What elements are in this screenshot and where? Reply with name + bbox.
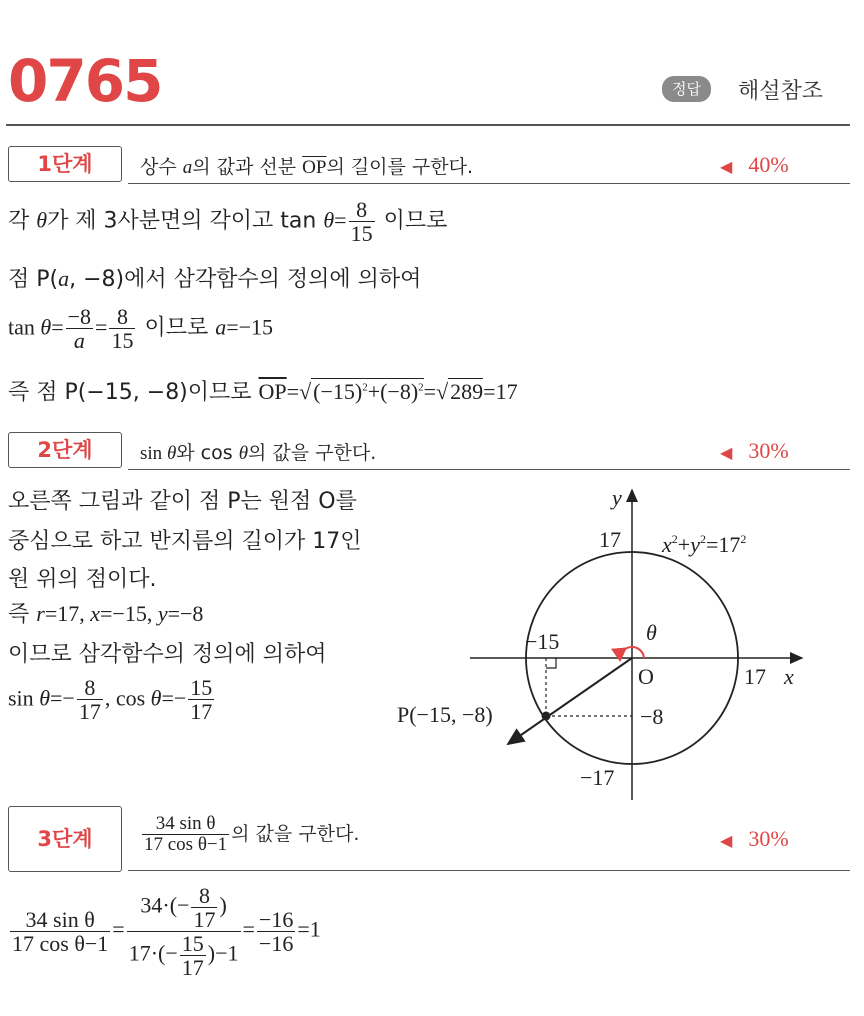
step2-line5: 이므로 삼각함수의 정의에 의하여 bbox=[8, 642, 327, 667]
origin-label: O bbox=[638, 664, 654, 689]
step1-label: 1단계 bbox=[8, 146, 122, 182]
step1-line4: 즉 점 P(−15, −8)이므로 $\overline{OP}=√(-15)^2+(-8)^2=√289=17$ bbox=[8, 379, 518, 405]
header-rule bbox=[6, 124, 850, 126]
fraction: $\frac{\text{34 sin θ}}{\text{17 cos θ−1}}$ bbox=[12, 907, 109, 957]
label-neg8: −8 bbox=[640, 704, 664, 729]
step1-line1: 각 θ가 제 3사분면의 각이고 tan θ= $\frac{8}{15}$ 이므로 bbox=[8, 197, 448, 247]
fraction: 34·(− $\frac{8}{17}$ ) 17·(− $\frac{15}{17}$ )−1 bbox=[128, 883, 239, 981]
problem-number: 0765 bbox=[8, 47, 162, 115]
point-p bbox=[542, 712, 551, 721]
step3-title: $\frac{\text{34 sin θ}}{\text{17 cos θ−1}}$ 의 값을 구한다. bbox=[144, 813, 360, 855]
step3-underline bbox=[128, 870, 850, 871]
point-p-label: P(−15, −8) bbox=[397, 702, 493, 727]
fraction: $\frac{8}{15}$ bbox=[350, 197, 373, 247]
theta-label: θ bbox=[646, 620, 657, 645]
answer-reference: 해설참조 bbox=[738, 79, 824, 104]
step3-equation: $\frac{\text{34 sin θ}}{\text{17 cos θ−1}}$ = 34·(− $\frac{8}{17}$ ) 17·(− $\frac{15}{17}$ )−1 = $\frac{-16}{-16}$ =1 bbox=[12, 883, 321, 981]
step2-label: 2단계 bbox=[8, 432, 122, 468]
fraction: $\frac{\text{34 sin θ}}{\text{17 cos θ−1}}$ bbox=[144, 813, 228, 855]
axis-label-y: y bbox=[612, 485, 622, 510]
step2-percent: ◀ 30% bbox=[720, 438, 789, 463]
step1-title: 상수 a의 값과 선분 $\overline{OP}$의 길이를 구한다. bbox=[140, 156, 474, 178]
step2-line6: sin θ=− $\frac{8}{17}$ , cos θ=− $\frac{15}{17}$ bbox=[8, 675, 213, 725]
unit-circle-figure bbox=[390, 480, 820, 810]
step3-label: 3단계 bbox=[8, 806, 122, 872]
fraction: $\frac{15}{17}$ bbox=[190, 675, 213, 725]
axis-label-x: x bbox=[784, 664, 794, 689]
step1-underline bbox=[128, 183, 850, 184]
right-angle-mark bbox=[546, 658, 556, 668]
answer-badge: 정답 bbox=[662, 76, 711, 102]
step3-percent: ◀ 30% bbox=[720, 826, 789, 851]
step2-line1: 오른쪽 그림과 같이 점 P는 원점 O를 bbox=[8, 489, 357, 514]
fraction: $\frac{-16}{-16}$ bbox=[258, 907, 294, 957]
step2-title: sin θ와 cos θ의 값을 구한다. bbox=[140, 442, 377, 464]
step2-underline bbox=[128, 469, 850, 470]
step2-line3: 원 위의 점이다. bbox=[8, 567, 157, 592]
label-x-right: 17 bbox=[744, 664, 766, 689]
fraction: $\frac{8}{15}$ bbox=[111, 304, 134, 354]
step2-line2: 중심으로 하고 반지름의 길이가 17인 bbox=[8, 529, 362, 554]
fraction: $\frac{8}{17}$ bbox=[78, 675, 101, 725]
step1-line2: 점 P(a, −8)에서 삼각함수의 정의에 의하여 bbox=[8, 266, 422, 292]
circle-equation: $x^2+y^2=17^2$ bbox=[662, 532, 747, 557]
fraction: $\frac{-8}{a}$ bbox=[67, 304, 92, 354]
step2-line4: 즉 r=17, x=−15, y=−8 bbox=[8, 601, 204, 627]
label-y-top: 17 bbox=[599, 527, 621, 552]
step1-percent: ◀ 40% bbox=[720, 152, 789, 177]
label-x-left: −15 bbox=[525, 629, 560, 654]
label-y-bottom: −17 bbox=[580, 765, 615, 790]
step1-line3: tan θ= $\frac{-8}{a}$ = $\frac{8}{15}$ 이므로 a=−15 bbox=[8, 304, 274, 354]
